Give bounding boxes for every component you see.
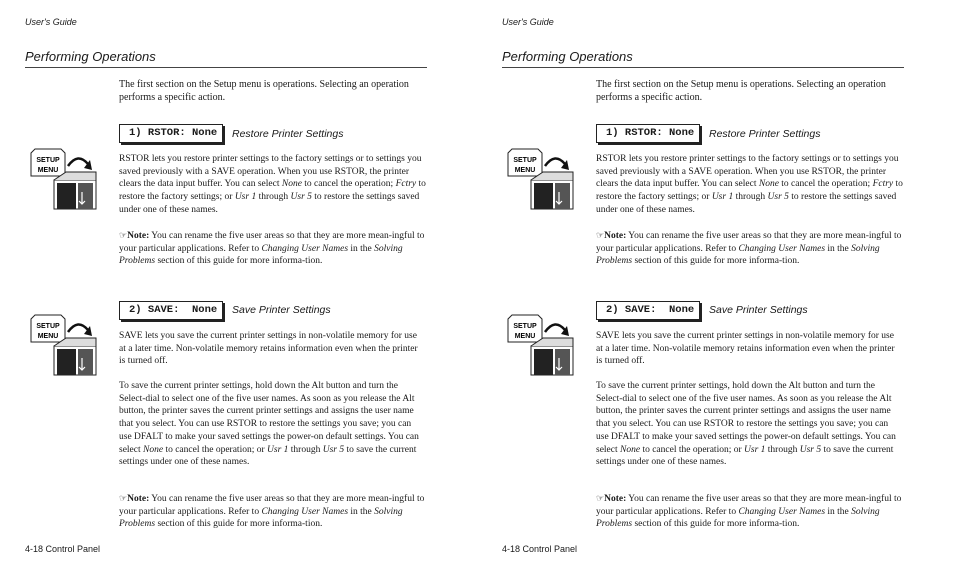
save-paragraph: SAVE lets you save the current printer settings in non-volatile memory for use at a later time. Non-volatile memory retains information even when the printer is turned off. [119, 331, 418, 367]
icon-label-setup: SETUP [36, 157, 60, 164]
setup-menu-icon [507, 314, 579, 376]
save-description: Save Printer Settings [232, 304, 331, 316]
icon-label-menu: MENU [514, 167, 536, 174]
intro-paragraph: The first section on the Setup menu is operations. Selecting an operation performs a specific action. [119, 79, 409, 103]
title-rule [25, 67, 427, 68]
rstor-display: 1) RSTOR: None [596, 124, 700, 143]
setup-menu-icon [30, 314, 102, 376]
icon-label-menu: MENU [37, 167, 59, 174]
icon-label-menu: MENU [37, 333, 59, 340]
running-header: User's Guide [502, 17, 554, 27]
rstor-description: Restore Printer Settings [709, 128, 821, 140]
page-footer: 4-18 Control Panel [502, 544, 578, 554]
running-header: User's Guide [25, 17, 77, 27]
setup-menu-icon [30, 148, 102, 210]
right-page [477, 0, 954, 580]
note-paragraph-1: ☞Note: You can rename the five user areas so that they are more mean-ingful to your particular applications. Refer to Changing User Names in the Solving Problems section of this guide for more informa-tion. [119, 230, 425, 267]
section-title: Performing Operations [502, 49, 633, 64]
save-description: Save Printer Settings [709, 304, 808, 316]
section-title: Performing Operations [25, 49, 156, 64]
icon-label-setup: SETUP [36, 323, 60, 330]
intro-paragraph: The first section on the Setup menu is operations. Selecting an operation performs a specific action. [596, 79, 886, 103]
pointing-hand-icon: ☞ [119, 493, 128, 503]
save-display: 2) SAVE: None [119, 301, 223, 320]
rstor-paragraph: RSTOR lets you restore printer settings to the factory settings or to settings you saved previously with a SAVE operation. When you use RSTOR, the printer clears the data input buffer. You can select None to cancel the operation; Fctry to restore the factory settings; or Usr 1 through Usr 5 to restore the settings saved under one of these names. [119, 154, 426, 215]
pointing-hand-icon: ☞ [596, 493, 605, 503]
save-display: 2) SAVE: None [596, 301, 700, 320]
title-rule [502, 67, 904, 68]
rstor-display: 1) RSTOR: None [119, 124, 223, 143]
note-paragraph-2: ☞Note: You can rename the five user areas so that they are more mean-ingful to your particular applications. Refer to Changing User Names in the Solving Problems section of this guide for more informa-tion. [119, 493, 425, 530]
rstor-paragraph: RSTOR lets you restore printer settings to the factory settings or to settings you saved previously with a SAVE operation. When you use RSTOR, the printer clears the data input buffer. You can select None to cancel the operation; Fctry to restore the factory settings; or Usr 1 through Usr 5 to restore the settings saved under one of these names. [596, 154, 903, 215]
icon-label-setup: SETUP [513, 323, 537, 330]
note-paragraph-1: ☞Note: You can rename the five user areas so that they are more mean-ingful to your particular applications. Refer to Changing User Names in the Solving Problems section of this guide for more informa-tion. [596, 230, 902, 267]
icon-label-menu: MENU [514, 333, 536, 340]
pointing-hand-icon: ☞ [596, 230, 605, 240]
pointing-hand-icon: ☞ [119, 230, 128, 240]
save-instructions-paragraph: To save the current printer settings, hold down the Alt button and turn the Select-dial to select one of the five user names. As soon as you release the Alt button, the printer saves the current printer settings and assigns the user name that you select. You can use RSTOR to restore the settings you save; you can use DFALT to make your saved settings the power-on default settings. You can select None to cancel the operation; or Usr 1 through Usr 5 to save the current settings under one of these names. [119, 381, 419, 468]
icon-label-setup: SETUP [513, 157, 537, 164]
setup-menu-icon [507, 148, 579, 210]
rstor-description: Restore Printer Settings [232, 128, 344, 140]
save-paragraph: SAVE lets you save the current printer settings in non-volatile memory for use at a later time. Non-volatile memory retains information even when the printer is turned off. [596, 331, 895, 367]
save-instructions-paragraph: To save the current printer settings, hold down the Alt button and turn the Select-dial to select one of the five user names. As soon as you release the Alt button, the printer saves the current printer settings and assigns the user name that you select. You can use RSTOR to restore the settings you save; you can use DFALT to make your saved settings the power-on default settings. You can select None to cancel the operation; or Usr 1 through Usr 5 to save the current settings under one of these names. [596, 381, 896, 468]
note-paragraph-2: ☞Note: You can rename the five user areas so that they are more mean-ingful to your particular applications. Refer to Changing User Names in the Solving Problems section of this guide for more informa-tion. [596, 493, 902, 530]
page-footer: 4-18 Control Panel [25, 544, 101, 554]
